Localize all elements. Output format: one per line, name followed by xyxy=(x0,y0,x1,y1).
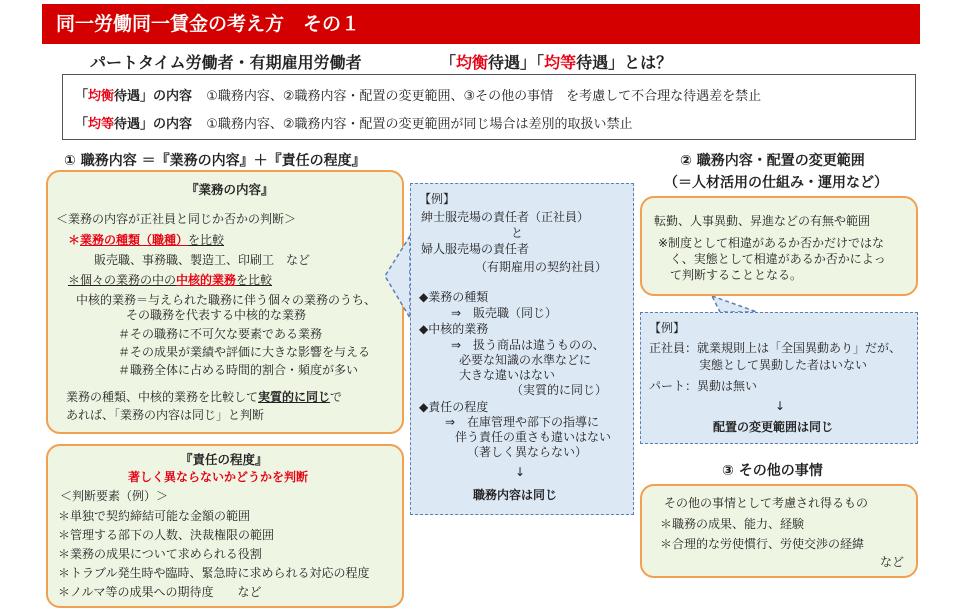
example1-line: （実質的に同じ） xyxy=(511,383,608,397)
definition-kinto: 「均等待遇」の内容 ①職務内容、②職務内容・配置の変更範囲が同じ場合は差別的取扱い禁止 xyxy=(75,117,633,132)
example2-label: 【例】 xyxy=(649,321,686,335)
sonota-line: ＊職務の成果、能力、経験 xyxy=(660,517,805,531)
example1-line: 紳士服売場の責任者（正社員） xyxy=(421,210,590,224)
gyomu-line: ＃その成果が業績や評価に大きな影響を与える xyxy=(118,345,371,359)
gyomu-line: ＜業務の内容が正社員と同じか否かの判断＞ xyxy=(56,212,297,226)
example2-box xyxy=(640,312,918,444)
haichi-line: く、実態として相違があるか否かによっ xyxy=(670,252,886,266)
example1-line: （著しく異ならない） xyxy=(467,445,588,459)
example1-line: ◆中核的業務 xyxy=(419,322,489,336)
example1-line: 必要な知識の水準などに xyxy=(459,353,592,367)
example1-line: ⇒ 在庫管理や部下の指導に xyxy=(445,415,600,429)
sekinin-red: 著しく異ならないかどうかを判断 xyxy=(128,470,309,484)
example2-result: 配置の変更範囲は同じ xyxy=(713,420,834,434)
gyomu-line: 中核的業務＝与えられた職務に伴う個々の業務のうち、 xyxy=(76,293,377,307)
example2-line: パート：異動は無い xyxy=(649,379,758,393)
sonota-line: など xyxy=(880,555,905,569)
example2-line: 実態として異動した者はいない xyxy=(699,358,868,372)
sonota-box xyxy=(640,484,918,578)
definition-kinko: 「均衡待遇」の内容 ①職務内容、②職務内容・配置の変更範囲、③その他の事情 を考慮して不合理な待遇差を禁止 xyxy=(75,89,762,104)
example1-line: ◆責任の程度 xyxy=(419,400,489,414)
example1-line: 大きな違いはない xyxy=(459,368,556,382)
sekinin-title: 『責任の程度』 xyxy=(180,452,268,467)
sekinin-line: ＊管理する部下の人数、決裁権限の範囲 xyxy=(58,528,275,542)
example1-line: ⇒ 販売職（同じ） xyxy=(451,306,558,320)
haichi-line: て判断することとなる。 xyxy=(670,268,803,282)
haichi-line: ※制度として相違があるか否かだけではな xyxy=(658,236,885,250)
gyomu-line: ＃その職務に不可欠な要素である業務 xyxy=(118,327,323,341)
down-arrow-icon: ↓ xyxy=(515,465,526,479)
example1-line: ⇒ 扱う商品は違うものの、 xyxy=(451,338,605,352)
gyomu-line: ＊個々の業務の中の中核的業務を比較 xyxy=(68,273,273,287)
gyomu-line: あれば、「業務の内容は同じ」と判断 xyxy=(66,408,265,422)
example1-box xyxy=(410,183,634,515)
sekinin-line: ＊ノルマ等の成果への期待度 など xyxy=(58,585,262,599)
sekinin-line: ＜判断要素（例）＞ xyxy=(60,489,169,503)
gyomu-line: ＊業務の種類（職種）を比較 xyxy=(68,233,225,247)
subtitle-right: 「均衡待遇」「均等待遇」とは？ xyxy=(440,53,673,72)
example2-line: 正社員：就業規則上は「全国異動あり」だが、 xyxy=(649,341,902,355)
page-title: 同一労働同一賃金の考え方 その１ xyxy=(42,4,920,44)
gyomu-line: 業務の種類、中核的業務を比較して実質的に同じで xyxy=(66,390,343,404)
sonota-line: ＊合理的な労使慣行、労使交渉の経緯 xyxy=(660,537,865,551)
gyomu-line: その職務を代表する中核的な業務 xyxy=(126,308,307,322)
section1-title: ① 職務内容 ＝『業務の内容』＋『責任の程度』 xyxy=(64,153,366,169)
sonota-line: その他の事情として考慮され得るもの xyxy=(664,496,869,510)
example1-line: ◆業務の種類 xyxy=(419,290,489,304)
gyomu-title: 『業務の内容』 xyxy=(186,182,274,197)
example1-line: 伴う責任の重さも違いはない xyxy=(455,430,612,444)
down-arrow-icon: ↓ xyxy=(775,399,786,413)
example1-line: と xyxy=(511,226,524,240)
gyomu-line: ＃職務全体に占める時間的割合・頻度が多い xyxy=(118,363,359,377)
example1-line: （有期雇用の契約社員） xyxy=(475,260,608,274)
section3-title: ③ その他の事情 xyxy=(722,463,823,479)
section2-subtitle: （＝人材活用の仕組み・運用など） xyxy=(664,175,888,191)
subtitle-left: パートタイム労働者・有期雇用労働者 xyxy=(90,53,362,72)
haichi-box xyxy=(640,196,918,296)
example1-result: 職務内容は同じ xyxy=(473,488,558,502)
sekinin-line: ＊業務の成果について求められる役割 xyxy=(58,547,262,561)
example1-label: 【例】 xyxy=(419,192,456,206)
sekinin-line: ＊トラブル発生時や臨時、緊急時に求められる対応の程度 xyxy=(58,566,370,580)
gyomu-line: 販売職、事務職、製造工、印刷工 など xyxy=(94,253,311,267)
example1-line: 婦人服売場の責任者 xyxy=(421,242,530,256)
haichi-line: 転勤、人事異動、昇進などの有無や範囲 xyxy=(654,214,871,228)
section2-title: ② 職務内容・配置の変更範囲 xyxy=(680,153,865,169)
sekinin-line: ＊単独で契約締結可能な金額の範囲 xyxy=(58,509,251,523)
